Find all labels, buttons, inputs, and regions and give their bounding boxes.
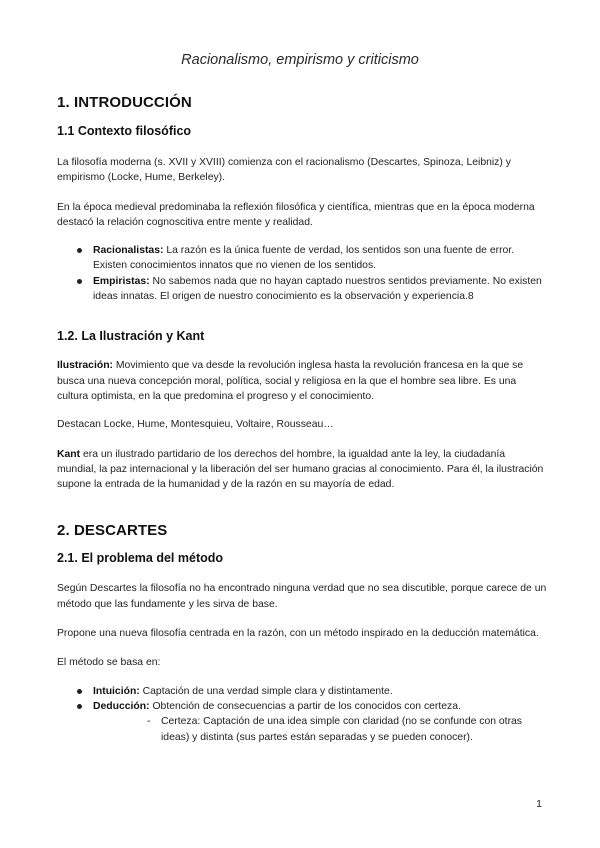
section-heading-descartes: 2. DESCARTES — [57, 522, 168, 540]
bullet-list — [57, 684, 547, 745]
list-item-text: Captación de una verdad simple clara y distintamente. — [139, 685, 393, 697]
list-item — [57, 699, 547, 745]
subheading-ilustracion-kant: 1.2. La Ilustración y Kant — [57, 329, 205, 344]
term-racionalistas: Racionalistas: — [93, 245, 164, 257]
term-deduccion: Deducción: — [93, 700, 150, 712]
sub-list — [129, 714, 547, 745]
paragraph: El método se basa en: — [57, 657, 161, 669]
page-number: 1 — [536, 798, 542, 810]
document-title: Racionalismo, empirismo y criticismo — [181, 52, 419, 68]
subheading-problema-metodo: 2.1. El problema del método — [57, 551, 224, 566]
document-body — [57, 94, 547, 745]
subheading-contexto-filosofico: 1.1 Contexto filosófico — [57, 124, 192, 138]
list-item — [57, 684, 547, 699]
list-item-text: La razón es la única fuente de verdad, los sentidos son una fuente de error. Existen conocimientos innatos que no vienen de los sentidos. — [93, 245, 515, 272]
term-ilustracion: Ilustración: — [57, 360, 114, 372]
paragraph: La filosofía moderna (s. XVII y XVIII) comienza con el racionalismo (Descartes, Spinoza, Leibniz) y empirismo (Locke, Hume, Berkeley). — [57, 157, 511, 184]
paragraph: Propone una nueva filosofía centrada en la razón, con un método inspirado en la deducción matemática. — [57, 628, 539, 640]
list-item — [57, 274, 547, 305]
list-item — [57, 243, 547, 274]
paragraph: En la época medieval predominaba la reflexión filosófica y científica, mientras que en la época moderna destacó la relación cognoscitiva entre mente y realidad. — [57, 201, 535, 228]
paragraph — [57, 358, 547, 404]
list-item-text: No sabemos nada que no hayan captado nuestros sentidos previamente. No existen ideas innatas. El origen de nuestro conocimiento es la observación y experiencia.8 — [93, 275, 542, 303]
term-kant: Kant — [57, 448, 81, 460]
bullet-list — [57, 243, 547, 304]
paragraph-text: Movimiento que va desde la revolución inglesa hasta la revolución francesa en la que se busca una nueva concepción moral, política, social y religiosa en la que el hombre sea libre. Es una cultura optimista, en la que predomina el progreso y el conocimiento. — [57, 360, 524, 402]
term-intuicion: Intuición: — [93, 685, 140, 697]
term-empiristas: Empiristas: — [93, 275, 150, 287]
paragraph: Destacan Locke, Hume, Montesquieu, Voltaire, Rousseau… — [57, 419, 334, 431]
list-item-text: Obtención de consecuencias a partir de los conocidos con certeza. — [149, 700, 461, 712]
paragraph — [57, 447, 547, 493]
paragraph: Según Descartes la filosofía no ha encontrado ninguna verdad que no sea discutible, porque carece de un método que las fundamente y les sirva de base. — [57, 583, 547, 610]
sub-list-item: - Certeza: Captación de una idea simple con claridad (no se confunde con otras ideas) y distinta (sus partes están separadas y se pueden conocer). — [129, 714, 547, 745]
section-heading-introduccion: 1. INTRODUCCIÓN — [57, 94, 192, 111]
paragraph-text: era un ilustrado partidario de los derechos del hombre, la igualdad ante la ley, la ciudadanía mundial, la paz internacional y la liberación del ser humano gracias al conocimiento. Para él, la ilustración supone la entrada de la humanidad y de la razón en su mayoría de edad. — [57, 448, 544, 491]
